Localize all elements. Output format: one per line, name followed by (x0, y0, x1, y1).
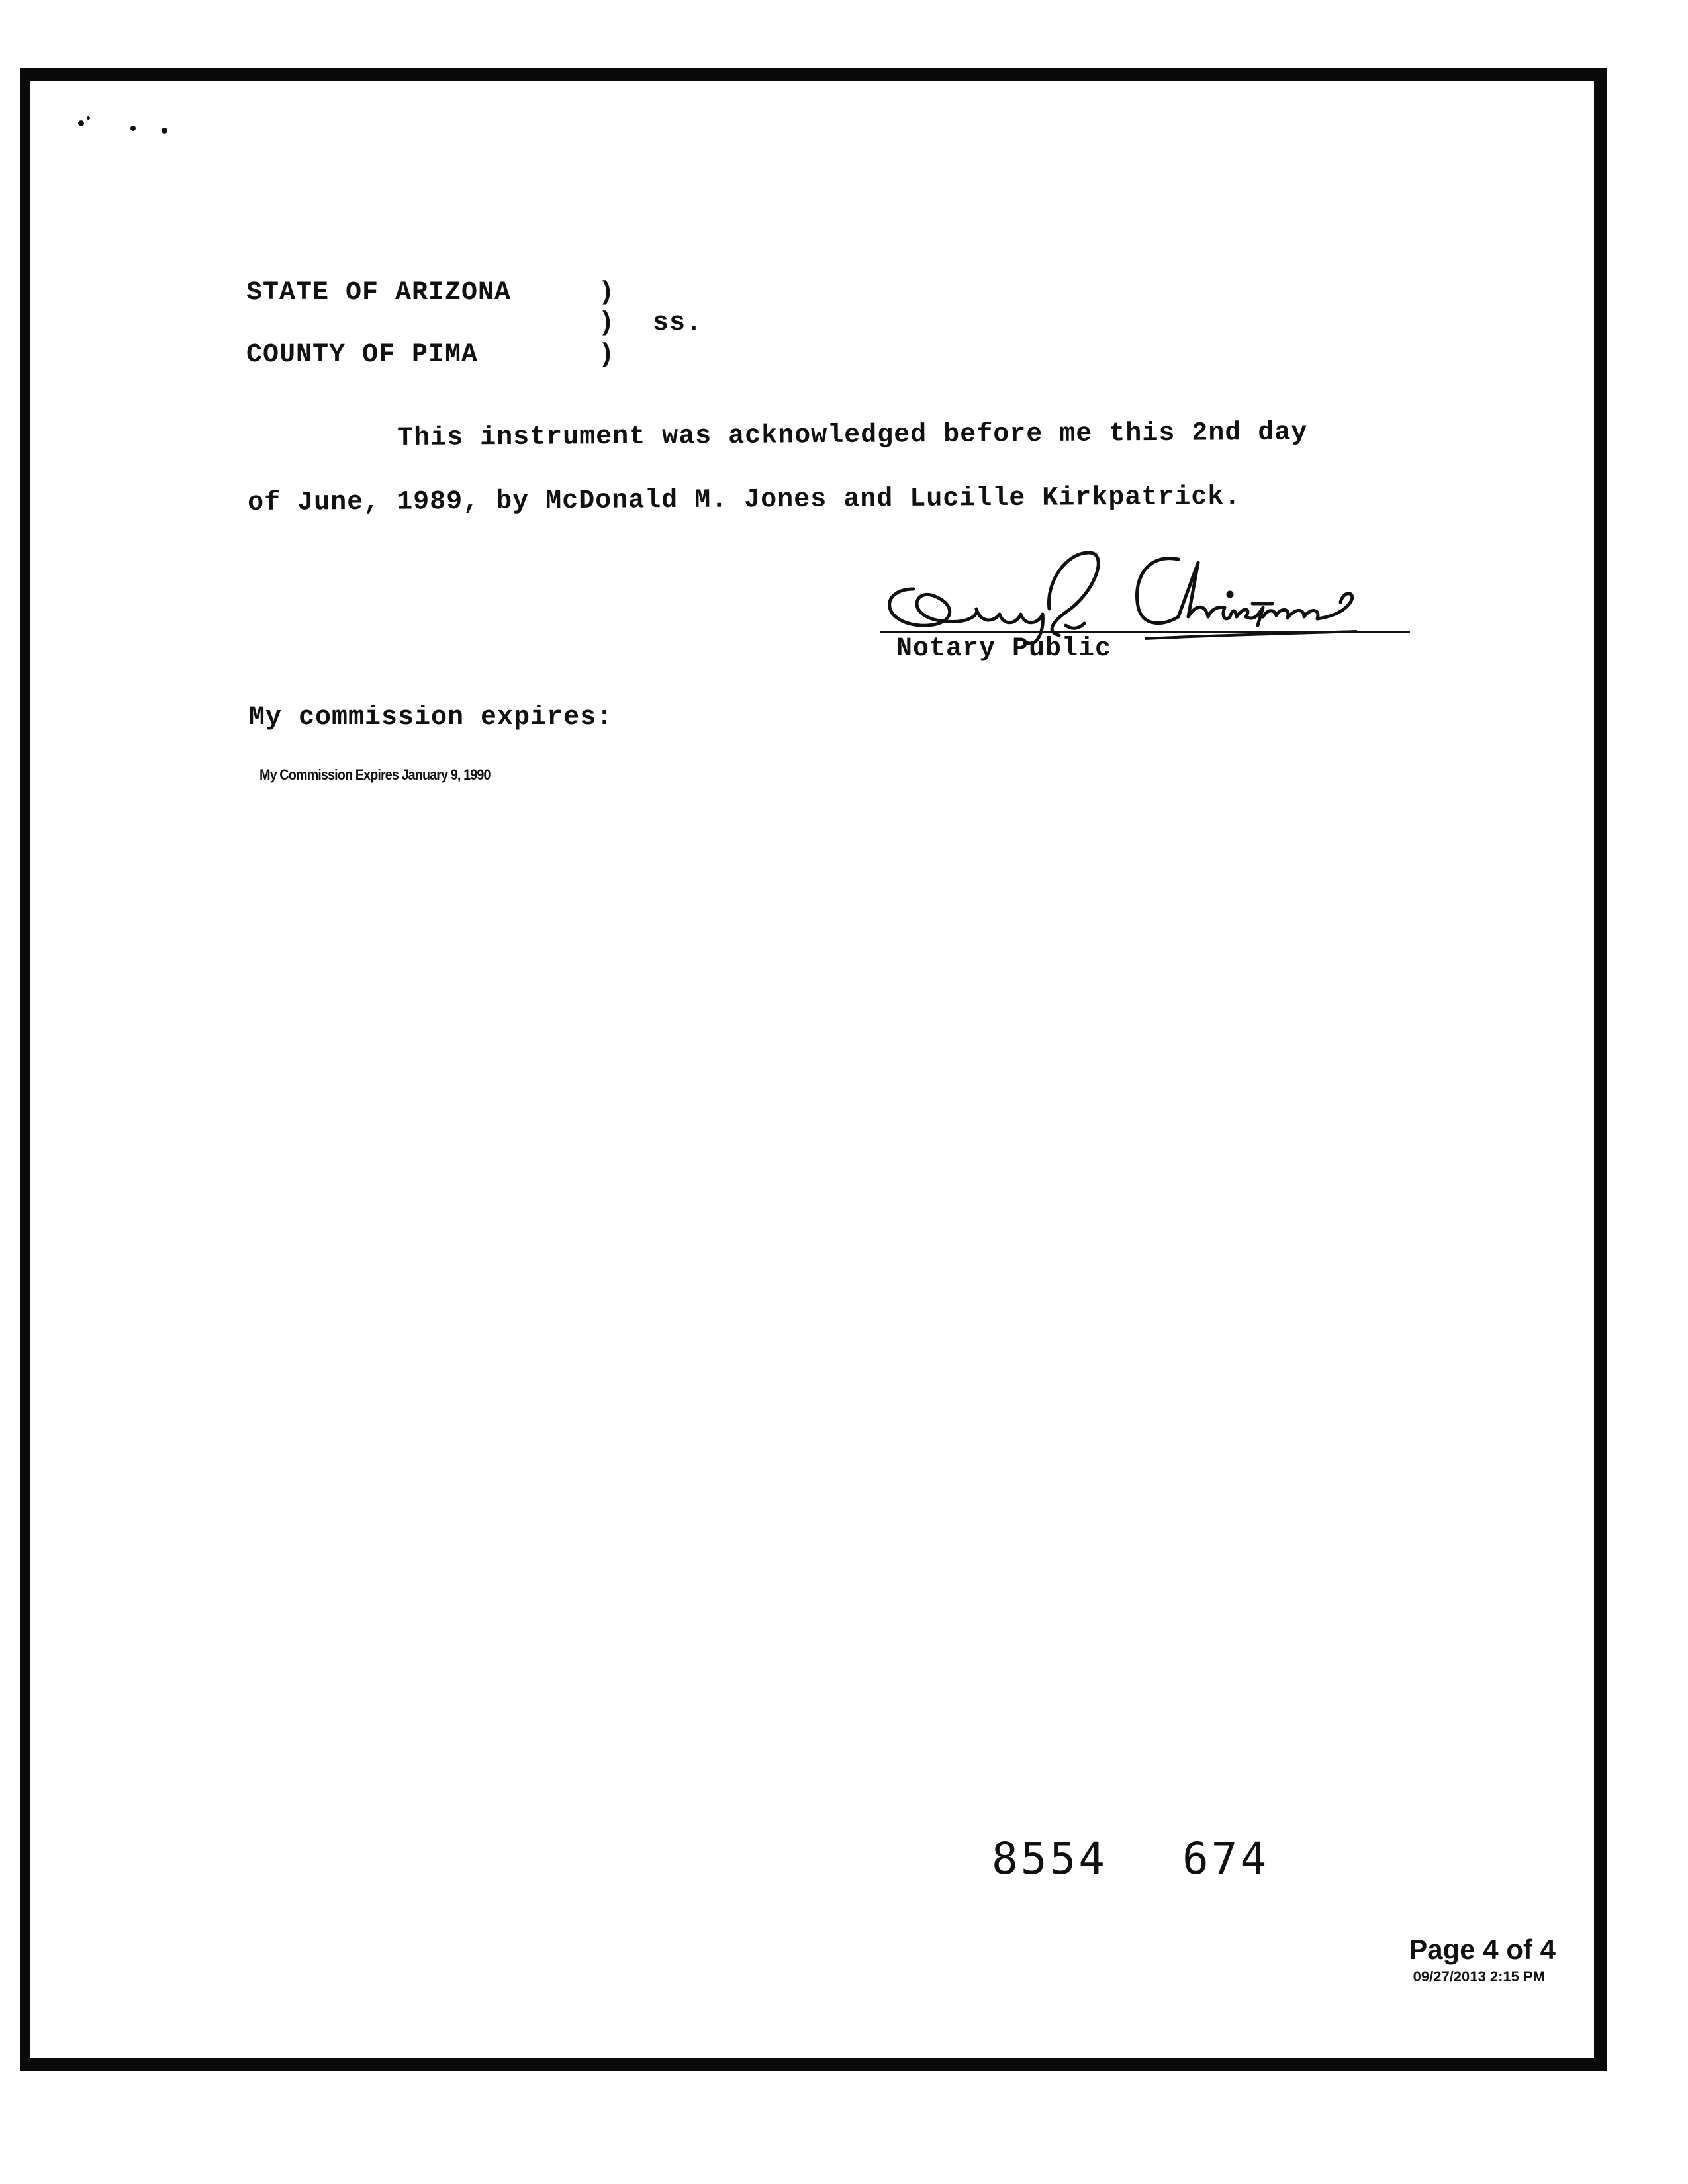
venue-state: STATE OF ARIZONA (246, 278, 512, 308)
venue-paren-1: ) (598, 278, 615, 308)
venue-paren-2: ) (598, 308, 615, 338)
print-timestamp: 09/27/2013 2:15 PM (1413, 1968, 1545, 1985)
signature-line (880, 631, 1410, 633)
scan-speck (87, 116, 90, 120)
venue-ss: ss. (653, 308, 703, 338)
venue-paren-3: ) (598, 340, 615, 370)
scan-speck (78, 120, 84, 126)
acknowledgment-line-1: This instrument was acknowledged before me this 2nd day (397, 418, 1308, 453)
record-page-number: 674 (1182, 1833, 1270, 1884)
scan-speck (162, 128, 167, 134)
scan-speck (130, 126, 136, 131)
page-indicator: Page 4 of 4 (1409, 1934, 1556, 1965)
acknowledgment-line-2: of June, 1989, by McDonald M. Jones and Lucille Kirkpatrick. (248, 482, 1241, 518)
notary-title: Notary Public (896, 634, 1112, 664)
venue-county: COUNTY OF PIMA (246, 340, 479, 370)
record-book-number: 8554 (992, 1833, 1107, 1884)
commission-label: My commission expires: (249, 703, 614, 733)
commission-stamp: My Commission Expires January 9, 1990 (259, 766, 491, 783)
